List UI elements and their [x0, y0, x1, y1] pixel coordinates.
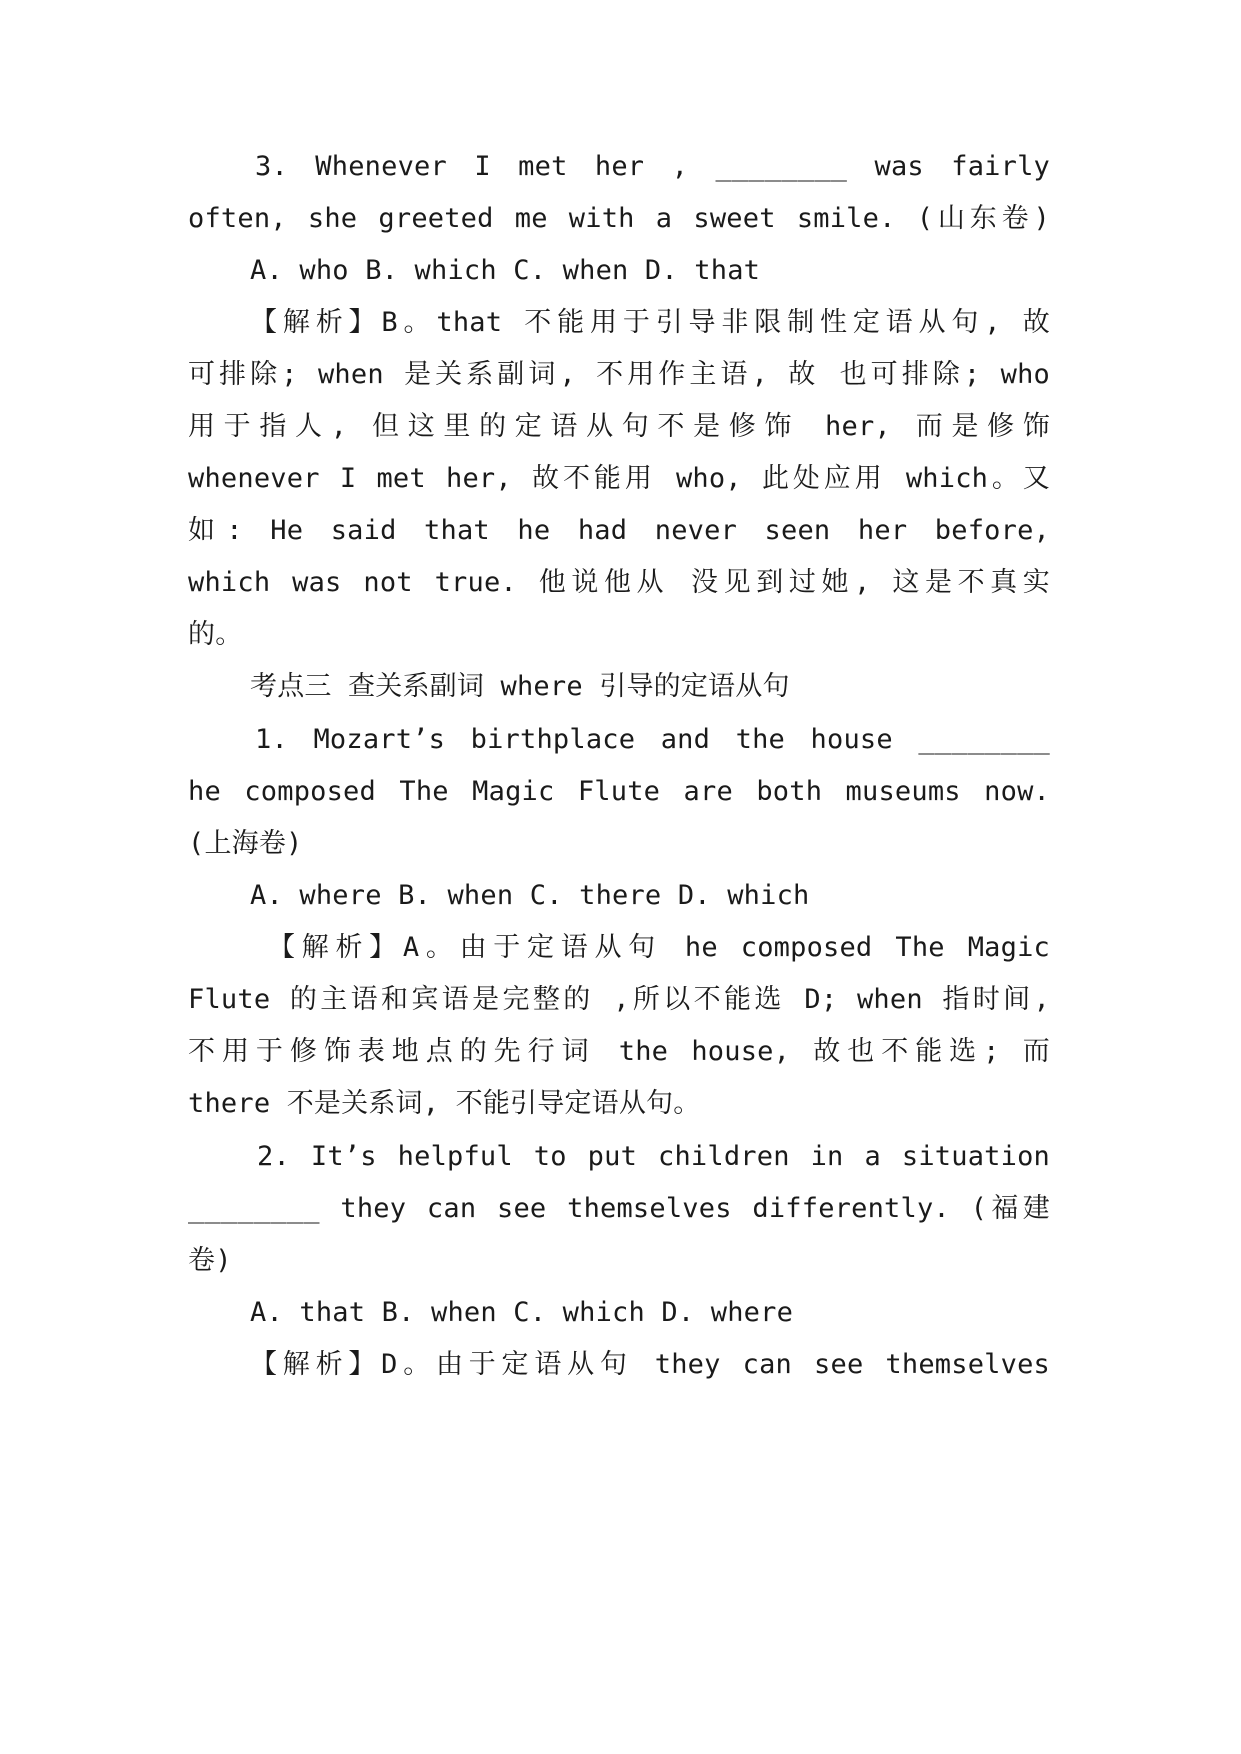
question-3-line-2: often, she greeted me with a sweet smile. (山东卷)	[188, 203, 1050, 234]
analysis-2-line-1: 【解析】A。由于定语从句 he composed The Magic	[268, 932, 1050, 963]
question-3-line-1: 3. Whenever I met her , ________ was fairly	[255, 151, 1050, 182]
question-1-line-2: he composed The Magic Flute are both museums now.	[188, 776, 1050, 807]
question-1-line-1: 1. Mozart’s birthplace and the house ________	[255, 724, 1050, 755]
analysis-1-line-7: 的。	[188, 619, 243, 650]
analysis-1-line-6: which was not true. 他说他从 没见到过她, 这是不真实	[188, 567, 1050, 598]
question-2-options: A. that B. when C. which D. where	[250, 1297, 794, 1328]
analysis-3-line-1: 【解析】D。由于定语从句 they can see themselves	[250, 1349, 1050, 1380]
question-1-options: A. where B. when C. there D. which	[250, 880, 810, 911]
analysis-1-line-4: whenever I met her, 故不能用 who, 此处应用 which。又	[188, 463, 1050, 494]
analysis-1-line-1: 【解析】B。that 不能用于引导非限制性定语从句, 故	[250, 307, 1050, 338]
analysis-1-line-2: 可排除; when 是关系副词, 不用作主语, 故 也可排除; who	[188, 359, 1050, 390]
question-2-line-2: ________ they can see themselves differently. (福建	[188, 1193, 1050, 1224]
question-3-options: A. who B. which C. when D. that	[250, 255, 761, 286]
analysis-1-line-5: 如: He said that he had never seen her before,	[188, 515, 1050, 546]
analysis-2-line-3: 不用于修饰表地点的先行词 the house, 故也不能选; 而	[188, 1036, 1050, 1067]
analysis-1-line-3: 用于指人, 但这里的定语从句不是修饰 her, 而是修饰	[188, 411, 1050, 442]
analysis-2-line-2: Flute 的主语和宾语是完整的 ,所以不能选 D; when 指时间,	[188, 984, 1050, 1015]
question-2-line-3: 卷)	[188, 1245, 232, 1276]
analysis-2-line-4: there 不是关系词, 不能引导定语从句。	[188, 1088, 701, 1119]
question-1-line-3: (上海卷)	[188, 828, 303, 859]
question-2-line-1: 2. It’s helpful to put children in a situation	[257, 1141, 1050, 1172]
section-heading: 考点三 查关系副词 where 引导的定语从句	[250, 671, 790, 702]
